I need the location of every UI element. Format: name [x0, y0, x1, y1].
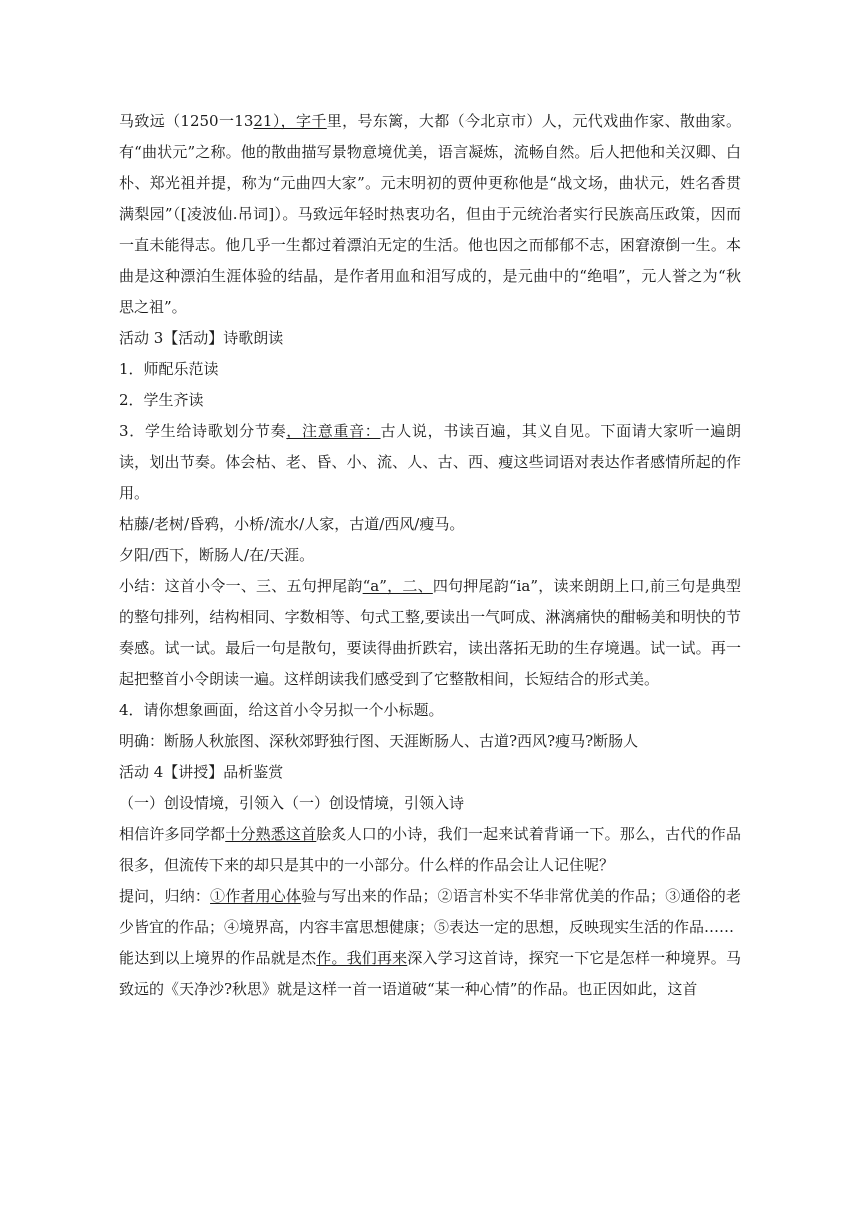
text-run: 1．师配乐范读 — [119, 360, 219, 378]
paragraph — [119, 819, 741, 881]
paragraph — [119, 323, 741, 354]
text-run: 4．请你想象画面，给这首小令另拟一个小标题。 — [119, 701, 444, 719]
underlined-text: ，注意重音： — [286, 422, 381, 440]
paragraph — [119, 757, 741, 788]
paragraph — [119, 416, 741, 509]
document-body — [119, 106, 741, 1005]
paragraph — [119, 943, 741, 1005]
paragraph — [119, 509, 741, 540]
text-run: 枯藤/老树/昏鸦，小桥/流水/人家，古道/西风/瘦马。 — [119, 515, 465, 533]
underlined-text: 作。我们再来 — [316, 949, 408, 967]
underlined-text: 21），字千 — [253, 112, 327, 130]
text-run: 活动 4【讲授】品析鉴赏 — [119, 763, 284, 781]
underlined-text: ①作者用心体 — [210, 887, 302, 905]
text-run: 活动 3【活动】诗歌朗读 — [119, 329, 284, 347]
text-run: 深入学习这首诗，探究一下它是怎样一种境界。马致远的《天净沙?秋思》就是这样一首一语道破“某一种心情”的作品。也正因如此，这首 — [119, 949, 741, 998]
text-run: 里，号东篱，大都（今北京市）人，元代戏曲作家、散曲家。有“曲状元”之称。他的散曲描写景物意境优美，语言凝炼，流畅自然。后人把他和关汉卿、白朴、郑光祖并提，称为“元曲四大家”。元末明初的贾仲更称他是“战文场，曲状元，姓名香贯满梨园”（[凌波仙.吊词]）。马致远年轻时热衷功名，但由于元统治者实行民族高压政策，因而一直未能得志。他几乎一生都过着漂泊无定的生活。他也因之而郁郁不志，困窘潦倒一生。本曲是这种漂泊生涯体验的结晶，是作者用血和泪写成的，是元曲中的“绝唱”，元人誉之为“秋思之祖”。 — [119, 112, 741, 316]
paragraph — [119, 788, 741, 819]
text-run: 3．学生给诗歌划分节奏 — [119, 422, 287, 440]
paragraph — [119, 571, 741, 695]
text-run: 古人说，书读百遍，其义自见。下面请大家听一遍朗读，划出节奏。体会枯、老、昏、小、流、人、古、西、瘦这些词语对表达作者感情所起的作用。 — [119, 422, 741, 502]
paragraph — [119, 354, 741, 385]
text-run: 验与写出来的作品；②语言朴实不华非常优美的作品；③通俗的老少皆宜的作品；④境界高，内容丰富思想健康；⑤表达一定的思想，反映现实生活的作品…… — [119, 887, 741, 936]
text-run: 相信许多同学都 — [119, 825, 226, 843]
text-run: 小结：这首小令一、三、五句押尾韵 — [119, 577, 363, 595]
text-run: 明确：断肠人秋旅图、深秋郊野独行图、天涯断肠人、古道?西风?瘦马?断肠人 — [119, 732, 639, 750]
paragraph — [119, 726, 741, 757]
paragraph — [119, 695, 741, 726]
paragraph — [119, 540, 741, 571]
text-run: 脍炙人口的小诗，我们一起来试着背诵一下。那么，古代的作品很多，但流传下来的却只是其中的一小部分。什么样的作品会让人记住呢？ — [119, 825, 741, 874]
paragraph — [119, 881, 741, 943]
underlined-text: 十分熟悉这首 — [225, 825, 317, 843]
text-run: 2．学生齐读 — [119, 391, 204, 409]
text-run: （一）创设情境，引领入（一）创设情境，引领入诗 — [119, 794, 465, 812]
paragraph — [119, 106, 741, 323]
text-run: 提问，归纳： — [119, 887, 211, 905]
paragraph — [119, 385, 741, 416]
underlined-text: “a”，二、 — [362, 577, 433, 595]
text-run: 夕阳/西下，断肠人/在/天涯。 — [119, 546, 315, 564]
text-run: 马致远（1250一13 — [119, 112, 254, 130]
text-run: 四句押尾韵“ia”，读来朗朗上口,前三句是典型的整句排列，结构相同、字数相等、句式工整,要读出一气呵成、淋漓痛快的酣畅美和明快的节奏感。试一试。最后一句是散句，要读得曲折跌宕，读出落拓无助的生存境遇。试一试。再一起把整首小令朗读一遍。这样朗读我们感受到了它整散相间，长短结合的形式美。 — [119, 577, 741, 688]
text-run: 能达到以上境界的作品就是杰 — [119, 949, 317, 967]
